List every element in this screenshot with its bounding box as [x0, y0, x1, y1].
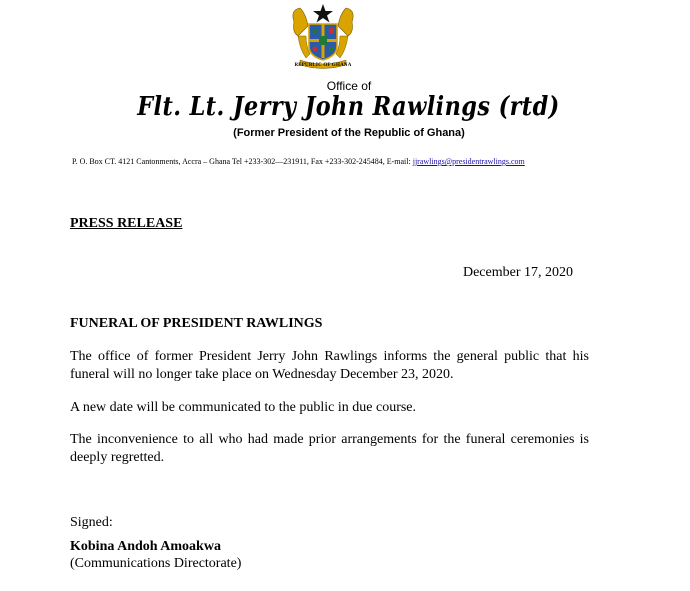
contact-details: P. O. Box CT. 4121 Cantonments, Accra – Ghana Tel +233-302—231911, Fax +233-302-245484, E-mail: — [72, 157, 413, 166]
crest-caption: REPUBLIC OF GHANA — [294, 63, 352, 68]
office-subtitle: (Former President of the Republic of Ghana) — [233, 127, 465, 139]
release-date: December 17, 2020 — [462, 265, 573, 280]
paragraph: The inconvenience to all who had made prior arrangements for the funeral ceremonies is deeply regretted. — [70, 432, 589, 465]
release-headline: FUNERAL OF PRESIDENT RAWLINGS — [70, 316, 323, 331]
email-link[interactable]: jjrawlings@presidentrawlings.com — [412, 157, 525, 166]
signed-label: Signed: — [70, 515, 113, 530]
paragraph: A new date will be communicated to the public in due course. — [70, 400, 417, 415]
signer-role: (Communications Directorate) — [70, 556, 242, 571]
ghana-coat-of-arms-icon — [288, 2, 358, 72]
signer-name: Kobina Andoh Amoakwa — [70, 539, 221, 554]
press-release-label: PRESS RELEASE — [70, 216, 183, 231]
paragraph: The office of former President Jerry John Rawlings informs the general public that his funeral will no longer take place on Wednesday December 23, 2020. — [70, 349, 589, 382]
contact-line — [72, 157, 525, 166]
office-name: Flt. Lt. Jerry John Rawlings (rtd) — [137, 92, 560, 122]
office-of-label: Office of — [326, 79, 372, 93]
